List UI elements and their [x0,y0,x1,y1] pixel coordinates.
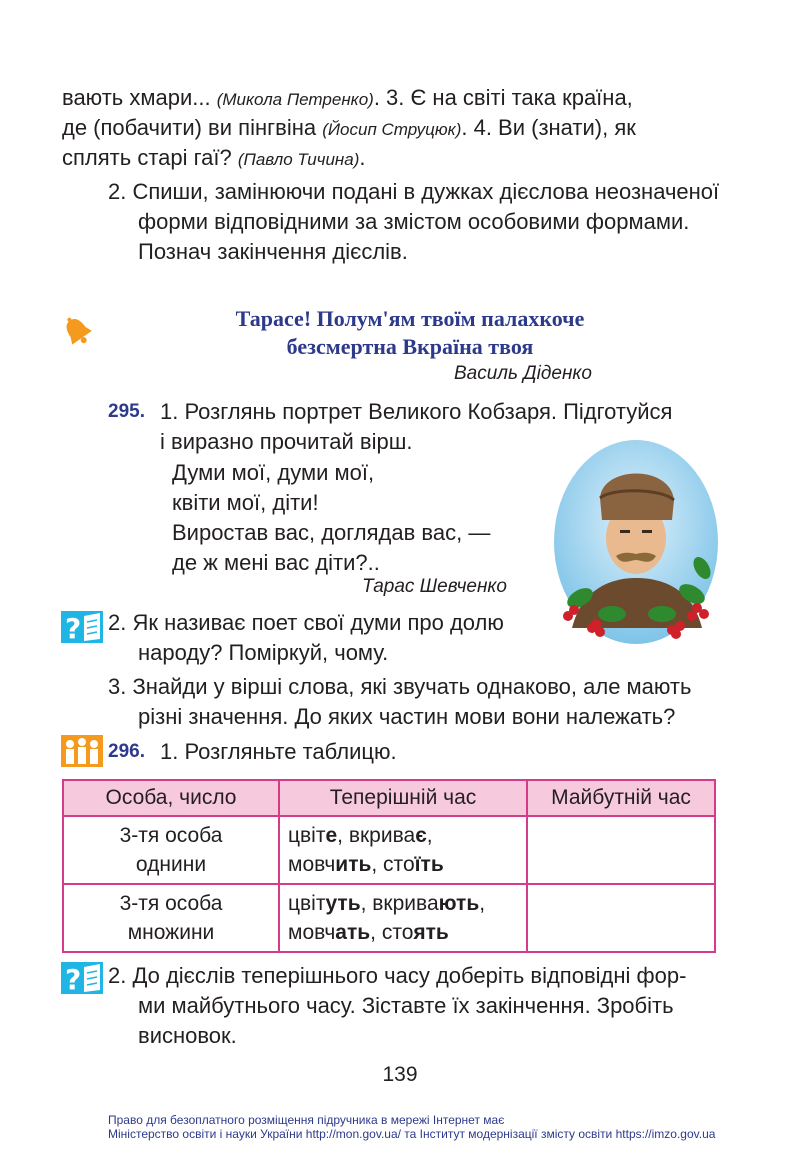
poem-line-2: квіти мої, діти! [172,490,319,515]
row1-person: 3-тя особа однини [63,816,279,884]
group-work-icon [60,734,104,773]
svg-text:?: ? [65,963,82,995]
ex296-q2-line-2: ми майбутнього часу. Зіставте їх закінчення. Зробіть [138,993,674,1018]
ex295-q2-line-2: народу? Поміркуй, чому. [138,640,389,665]
footer-line-1: Право для безоплатного розміщення підручника в мережі Інтернет має [108,1113,505,1127]
exercise-296-number: 296. [108,741,145,762]
ex296-line-1: 1. Розгляньте таблицю. [160,739,397,764]
table-header-row [63,780,715,816]
row2-present: цвітуть, вкривають, мовчать, стоять [279,884,527,952]
section-title-line-2: безсмертна Вкраїна твоя [286,334,534,359]
task2-line-1: 2. Спиши, замінюючи подані в дужках дієслова неозначеної [108,179,720,204]
table-row [63,816,715,884]
shevchenko-portrait [552,438,722,653]
poem-line-1: Думи мої, думи мої, [172,460,375,485]
task2-line-3: Познач закінчення дієслів. [138,239,408,264]
svg-text:?: ? [65,612,82,644]
ex296-q2-line-3: висновок. [138,1023,237,1048]
section-title-line-1: Тарасе! Полум'ям твоїм палахкоче [235,306,585,331]
ex296-q2-line-1: 2. До дієслів теперішнього часу доберіть відповідні фор- [108,963,687,988]
ex295-q3-line-2: різні значення. До яких частин мови вони належать? [138,704,676,729]
table-row [63,884,715,952]
ex295-line-1: 1. Розглянь портрет Великого Кобзаря. Підготуйся [160,399,673,424]
page-number: 139 [382,1063,418,1086]
header-present: Теперішній час [279,780,527,816]
question-book-icon [60,961,104,1000]
ex295-line-2: і виразно прочитай вірш. [160,429,413,454]
top-line-3: сплять старі гаї? (Павло Тичина). [62,145,366,170]
section-author: Василь Діденко [454,363,592,384]
exercise-295-number: 295. [108,401,145,422]
verb-table [62,779,716,953]
top-line-1: вають хмари... (Микола Петренко). 3. Є на світі така країна, [62,85,633,110]
row1-future [527,816,715,884]
ex295-q2-line-1: 2. Як називає поет свої думи про долю [108,610,504,635]
top-line-2: де (побачити) ви пінгвіна (Йосип Струцюк). 4. Ви (знати), як [62,115,636,140]
footer-line-2: Міністерство освіти і науки України http://mon.gov.ua/ та Інститут модернізації змісту освіти https://imzo.gov.ua [108,1127,716,1141]
header-person: Особа, число [63,780,279,816]
task2-line-2: форми відповідними за змістом особовими формами. [138,209,690,234]
header-future: Майбутній час [527,780,715,816]
poem-author: Тарас Шевченко [362,576,507,597]
row2-person: 3-тя особа множини [63,884,279,952]
poem-line-4: де ж мені вас діти?.. [172,550,380,575]
ex295-q3-line-1: 3. Знайди у вірші слова, які звучать однаково, але мають [108,674,692,699]
row2-future [527,884,715,952]
question-book-icon [60,610,104,649]
row1-present: цвіте, вкриває, мовчить, стоїть [279,816,527,884]
bell-icon [58,312,98,357]
poem-line-3: Виростав вас, доглядав вас, — [172,520,491,545]
